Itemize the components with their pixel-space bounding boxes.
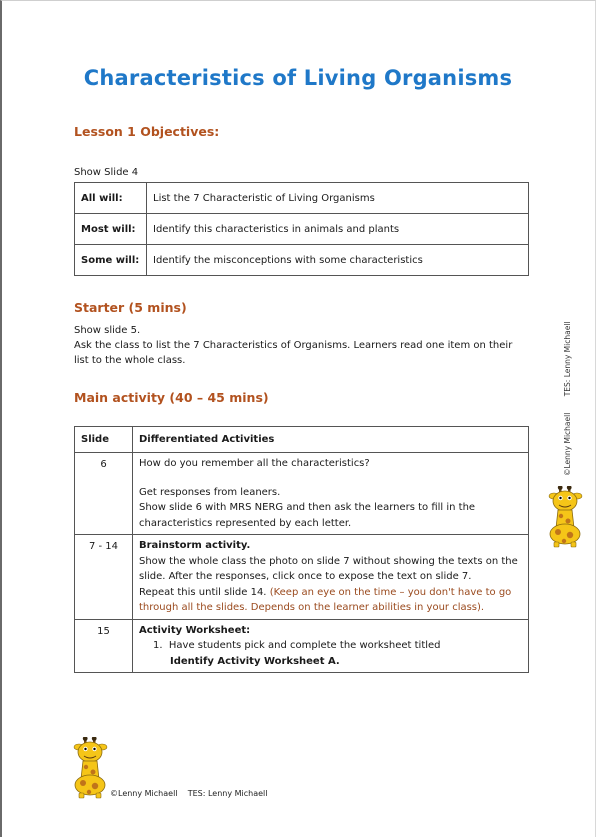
- objective-text: Identify this characteristics in animals and plants: [147, 214, 529, 245]
- activity-cell: [133, 453, 529, 535]
- objective-label: All will:: [75, 183, 147, 214]
- activity-cell: [133, 535, 529, 620]
- svg-text:©Lenny Michaell TES: Lenny: [563, 322, 572, 477]
- activity-text: Show slide 6 with MRS NERG and then ask the learners to fill in the characteristics represented by each letter.: [139, 502, 476, 529]
- starter-line-2: Ask the class to list the 7 Characteristics of Organisms. Learners read one item on their list to the whole class.: [74, 340, 513, 366]
- footer-copyright: ©Lenny Michaell: [110, 789, 178, 798]
- teacher-note: (Keep an eye on the time – you don't have to go through all the slides. Depends on the learner abilities in your class).: [139, 586, 512, 613]
- giraffe-icon: [71, 737, 111, 799]
- slide-number: 15: [75, 619, 133, 673]
- activity-text-with-note: [139, 585, 522, 616]
- side-credit: [561, 300, 573, 476]
- activity-text: Get responses from leaners.: [139, 486, 281, 498]
- activity-question: How do you remember all the characteristics?: [139, 458, 370, 469]
- worksheet-list-item: [139, 638, 522, 654]
- table-row: [75, 619, 529, 673]
- table-row: [75, 535, 529, 620]
- activity-title: Activity Worksheet:: [139, 624, 251, 636]
- activity-text: Repeat this until slide 14.: [139, 586, 267, 598]
- objective-text: Identify the misconceptions with some characteristics: [147, 245, 529, 276]
- starter-text: [74, 323, 524, 368]
- objective-row: [75, 245, 529, 276]
- column-header-slide: Slide: [75, 427, 133, 453]
- footer-tes: TES: Lenny Michaell: [187, 789, 268, 798]
- side-credit-right: TES: Lenny Michaell: [563, 321, 572, 397]
- activity-text: Show the whole class the photo on slide 7 without showing the texts on the slide. After the responses, click once to expose the text on slide 7.: [139, 555, 518, 582]
- footer-credit: [110, 789, 267, 798]
- giraffe-icon: [546, 486, 586, 548]
- objective-row: [75, 214, 529, 245]
- starter-heading: Starter (5 mins): [74, 300, 187, 315]
- objective-row: [75, 183, 529, 214]
- objective-text: List the 7 Characteristic of Living Organisms: [147, 183, 529, 214]
- objective-label: Some will:: [75, 245, 147, 276]
- objectives-heading: Lesson 1 Objectives:: [74, 124, 220, 139]
- slide-number: 7 - 14: [75, 535, 133, 620]
- slide-number: 6: [75, 453, 133, 535]
- list-item-text: Have students pick and complete the worksheet titled: [168, 640, 441, 651]
- table-row: [75, 453, 529, 535]
- main-activity-table: [74, 426, 529, 673]
- starter-line-1: Show slide 5.: [74, 325, 141, 336]
- activity-cell: [133, 619, 529, 673]
- list-number: 1.: [153, 640, 163, 651]
- column-header-activities: Differentiated Activities: [133, 427, 529, 453]
- table-header-row: [75, 427, 529, 453]
- page-title: Characteristics of Living Organisms: [83, 66, 513, 90]
- objectives-show-slide: Show Slide 4: [74, 167, 139, 178]
- objectives-table: [74, 182, 529, 276]
- side-credit-left: ©Lenny Michaell: [563, 412, 572, 476]
- activity-title: Brainstorm activity.: [139, 540, 251, 551]
- objective-label: Most will:: [75, 214, 147, 245]
- worksheet-title: Identify Activity Worksheet A.: [170, 655, 340, 667]
- main-activity-heading: Main activity (40 – 45 mins): [74, 390, 269, 405]
